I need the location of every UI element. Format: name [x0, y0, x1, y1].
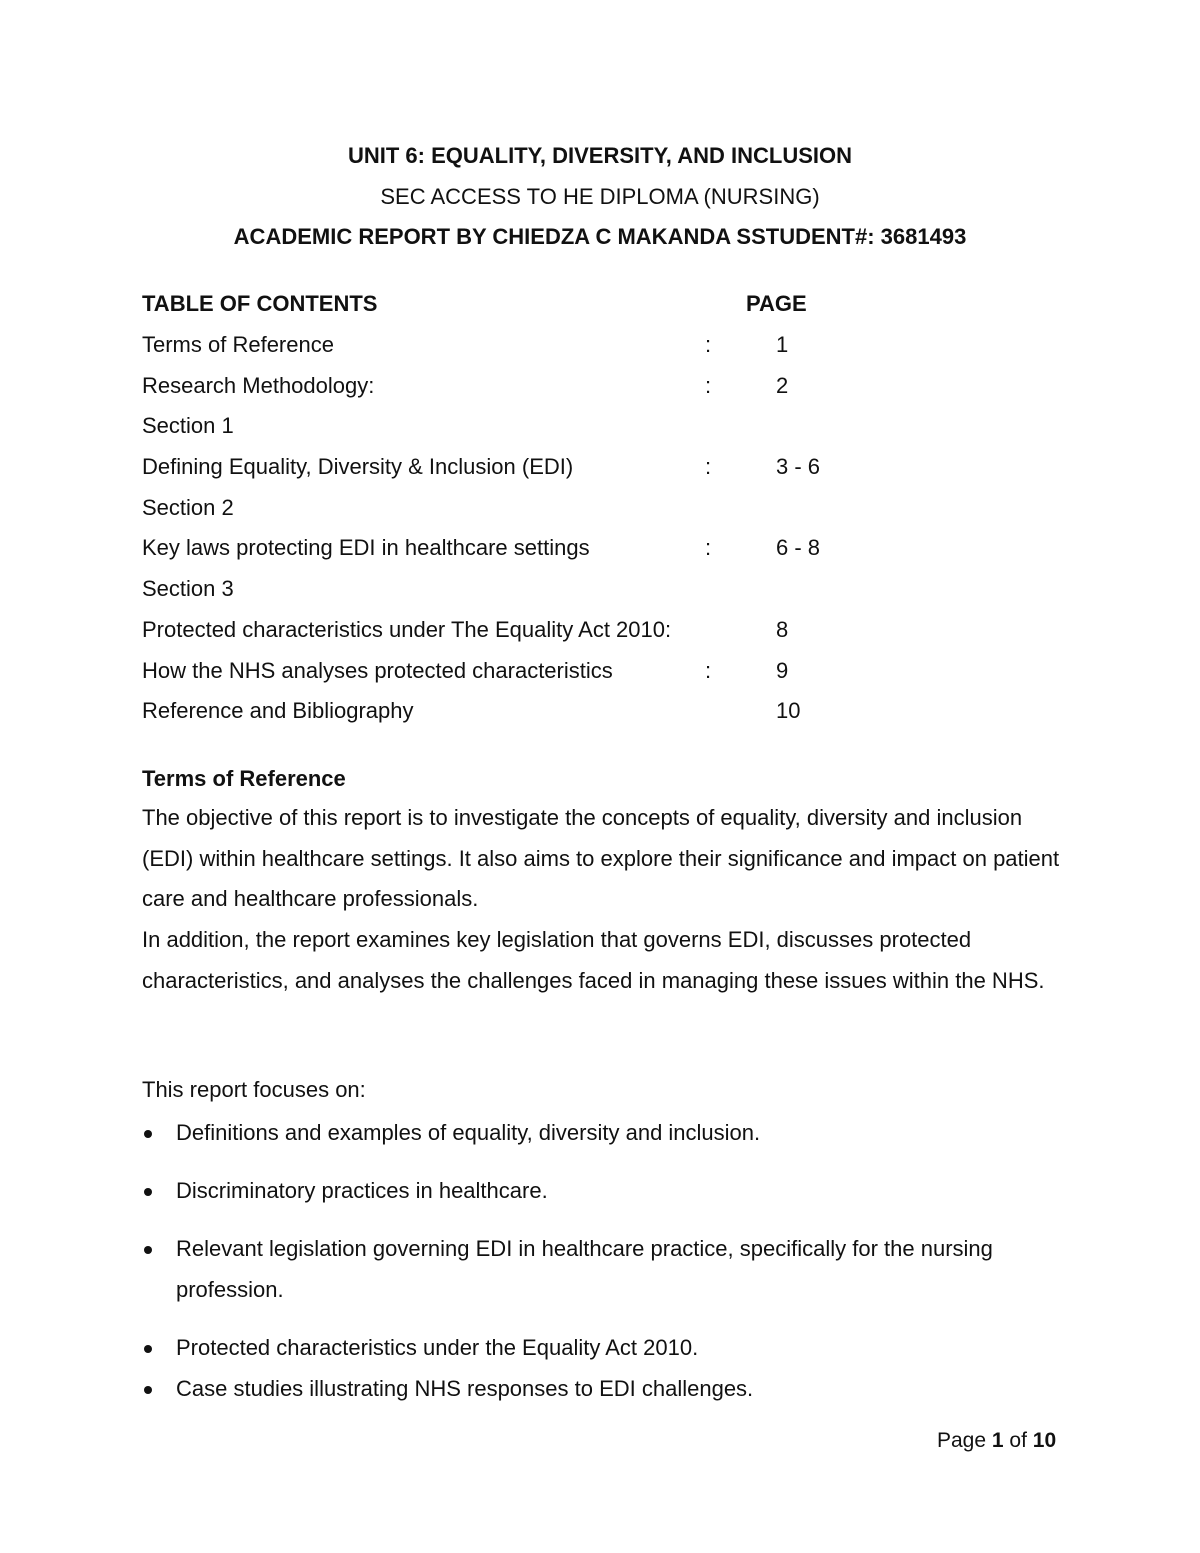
- list-item: [142, 1369, 1072, 1410]
- author-line: ACADEMIC REPORT BY CHIEDZA C MAKANDA SSTUDENT#: 3681493: [233, 224, 967, 249]
- unit-title: UNIT 6: EQUALITY, DIVERSITY, AND INCLUSION: [347, 143, 852, 168]
- toc-entry-label: Protected characteristics under The Equality Act 2010:: [142, 616, 672, 642]
- toc-row: [142, 656, 1042, 697]
- toc-entry-label: Terms of Reference: [142, 332, 334, 357]
- toc-row: [142, 371, 1042, 412]
- toc-header: [142, 289, 1042, 319]
- toc-entry-label: Research Methodology:: [142, 372, 375, 398]
- bullet-icon: [144, 1130, 152, 1138]
- toc-entry-label: How the NHS analyses protected characteristics: [142, 657, 613, 683]
- page-number-footer: [937, 1426, 1056, 1456]
- bullet-icon: [144, 1188, 152, 1196]
- toc-row: [142, 615, 1042, 656]
- bullet-icon: [144, 1246, 152, 1254]
- toc-entry-label: Section 3: [142, 576, 234, 602]
- list-item-text: Relevant legislation governing EDI in healthcare practice, specifically for the nursing profession.: [176, 1236, 993, 1302]
- toc-entry-label: Section 1: [142, 413, 234, 439]
- toc-entry-separator: :: [705, 332, 712, 357]
- focus-intro: This report focuses on:: [142, 1077, 366, 1102]
- bullet-icon: [144, 1345, 152, 1353]
- toc-entry-separator: :: [705, 454, 712, 480]
- toc-row: [142, 411, 1042, 452]
- toc-entry-label: Key laws protecting EDI in healthcare settings: [142, 535, 590, 561]
- toc-row: [142, 696, 1042, 737]
- toc-entry-page: 6 - 8: [776, 535, 821, 561]
- toc-row: [142, 493, 1042, 534]
- list-item-text: Discriminatory practices in healthcare.: [176, 1178, 548, 1203]
- toc-entry-label: Reference and Bibliography: [142, 698, 414, 724]
- toc-heading: TABLE OF CONTENTS: [142, 291, 378, 316]
- toc-entry-separator: :: [705, 372, 712, 398]
- toc-entry-page: 9: [776, 657, 789, 683]
- of-word: of: [1009, 1429, 1027, 1452]
- toc-entry-page: 2: [776, 372, 789, 398]
- list-item: [142, 1113, 1072, 1154]
- toc-page-heading: PAGE: [746, 291, 807, 316]
- current-page-number: 1: [991, 1429, 1004, 1452]
- toc-entry-page: 3 - 6: [776, 454, 821, 480]
- toc-row: [142, 574, 1042, 615]
- list-item-text: Protected characteristics under the Equality Act 2010.: [176, 1335, 699, 1360]
- toc-row: [142, 452, 1042, 493]
- toc-entry-separator: :: [705, 657, 712, 683]
- table-of-contents: [142, 330, 1042, 737]
- total-pages-number: 10: [1032, 1429, 1057, 1452]
- toc-entry-page: 8: [776, 616, 789, 642]
- toc-entry-page: 1: [776, 332, 789, 357]
- list-item: [142, 1229, 1072, 1310]
- toc-entry-separator: :: [705, 535, 712, 561]
- terms-of-reference-heading: Terms of Reference: [142, 766, 346, 791]
- toc-row: [142, 533, 1042, 574]
- list-item-text: Case studies illustrating NHS responses to EDI challenges.: [176, 1376, 754, 1401]
- list-item: [142, 1328, 1072, 1369]
- bullet-icon: [144, 1386, 152, 1394]
- page-word: Page: [937, 1429, 987, 1452]
- toc-entry-page: 10: [776, 698, 801, 724]
- list-item: [142, 1171, 1072, 1212]
- objective-paragraph: The objective of this report is to investigate the concepts of equality, diversity and inclusion (EDI) within healthcare settings. It also aims to explore their significance and impact on patient care and healthcare professionals.: [142, 805, 1060, 912]
- toc-row: [142, 330, 1042, 371]
- list-item-text: Definitions and examples of equality, diversity and inclusion.: [176, 1120, 761, 1145]
- legislation-paragraph: In addition, the report examines key legislation that governs EDI, discusses protected characteristics, and analyses the challenges faced in managing these issues within the NHS.: [142, 927, 1045, 993]
- toc-entry-label: Section 2: [142, 494, 234, 520]
- course-title: SEC ACCESS TO HE DIPLOMA (NURSING): [380, 184, 820, 209]
- toc-entry-label: Defining Equality, Diversity & Inclusion (EDI): [142, 454, 574, 480]
